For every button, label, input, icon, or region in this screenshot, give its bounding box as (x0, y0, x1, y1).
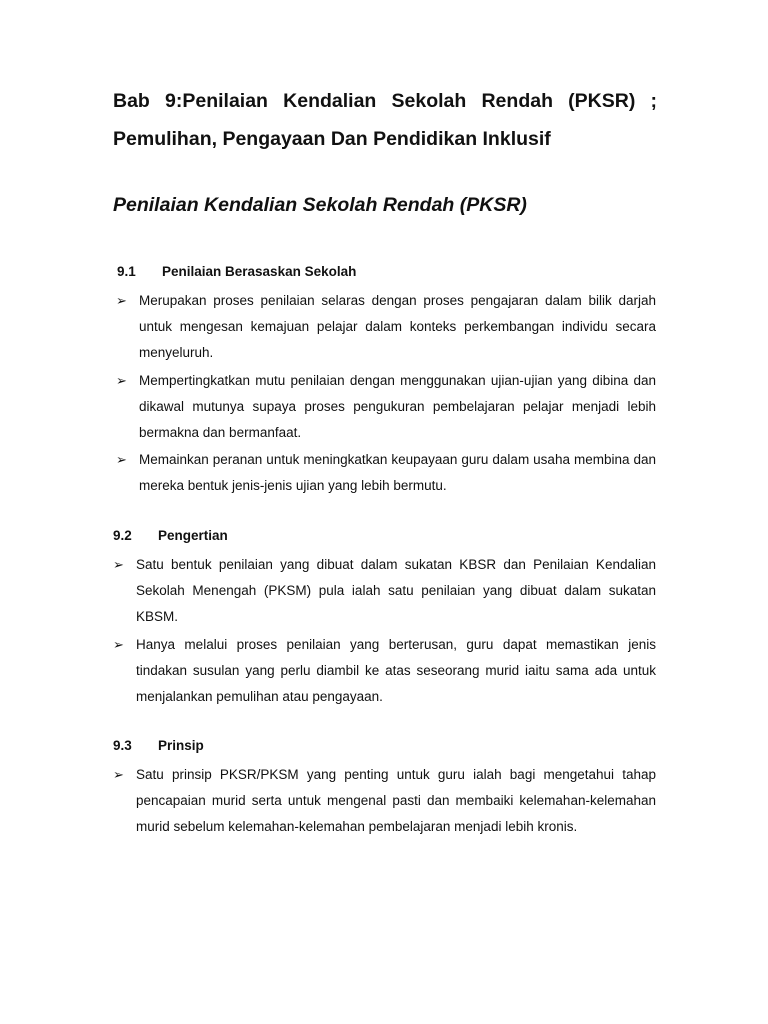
section-number: 9.3 (113, 738, 132, 753)
arrow-bullet-icon: ➢ (113, 637, 124, 652)
bullet-text: Memainkan peranan untuk meningkatkan keupayaan guru dalam usaha membina dan mereka bentuk jenis-jenis ujian yang lebih bermutu. (139, 452, 656, 493)
section-heading (113, 526, 228, 546)
arrow-bullet-icon: ➢ (116, 293, 127, 308)
section-heading (113, 736, 204, 756)
bullet-text: Mempertingkatkan mutu penilaian dengan menggunakan ujian-ujian yang dibina dan dikawal mutunya supaya proses pengukuran pembelajaran pelajar menjadi lebih bermakna dan bermanfaat. (139, 373, 656, 440)
section-title: Prinsip (158, 738, 204, 753)
bullet-item (116, 447, 656, 499)
bullet-item (113, 552, 656, 630)
bullet-item (116, 368, 656, 446)
arrow-bullet-icon: ➢ (113, 767, 124, 782)
section-title: Pengertian (158, 528, 228, 543)
arrow-bullet-icon: ➢ (116, 452, 127, 467)
section-heading (117, 262, 356, 282)
bullet-list (116, 288, 656, 499)
document-subtitle: Penilaian Kendalian Sekolah Rendah (PKSR) (113, 194, 527, 216)
document-title: Bab 9:Penilaian Kendalian Sekolah Rendah (PKSR) ; Pemulihan, Pengayaan Dan Pendidikan Inklusif (113, 90, 657, 150)
section-number: 9.2 (113, 528, 132, 543)
bullet-item (113, 632, 656, 710)
section-title: Penilaian Berasaskan Sekolah (162, 264, 357, 279)
bullet-list (113, 552, 656, 710)
bullet-list (113, 762, 656, 840)
bullet-text: Hanya melalui proses penilaian yang berterusan, guru dapat memastikan jenis tindakan susulan yang perlu diambil ke atas seseorang murid iaitu sama ada untuk menjalankan pemulihan atau pengayaan. (136, 637, 656, 704)
arrow-bullet-icon: ➢ (116, 373, 127, 388)
bullet-text: Merupakan proses penilaian selaras dengan proses pengajaran dalam bilik darjah untuk mengesan kemajuan pelajar dalam konteks perkembangan individu secara menyeluruh. (139, 293, 656, 360)
bullet-text: Satu bentuk penilaian yang dibuat dalam sukatan KBSR dan Penilaian Kendalian Sekolah Menengah (PKSM) pula ialah satu penilaian yang dibuat dalam sukatan KBSM. (136, 557, 656, 624)
arrow-bullet-icon: ➢ (113, 557, 124, 572)
section-number: 9.1 (117, 264, 136, 279)
bullet-text: Satu prinsip PKSR/PKSM yang penting untuk guru ialah bagi mengetahui tahap pencapaian murid serta untuk mengenal pasti dan membaiki kelemahan-kelemahan murid sebelum kelemahan-kelemahan pembelajaran menjadi lebih kronis. (136, 767, 656, 834)
bullet-item (116, 288, 656, 366)
bullet-item (113, 762, 656, 840)
